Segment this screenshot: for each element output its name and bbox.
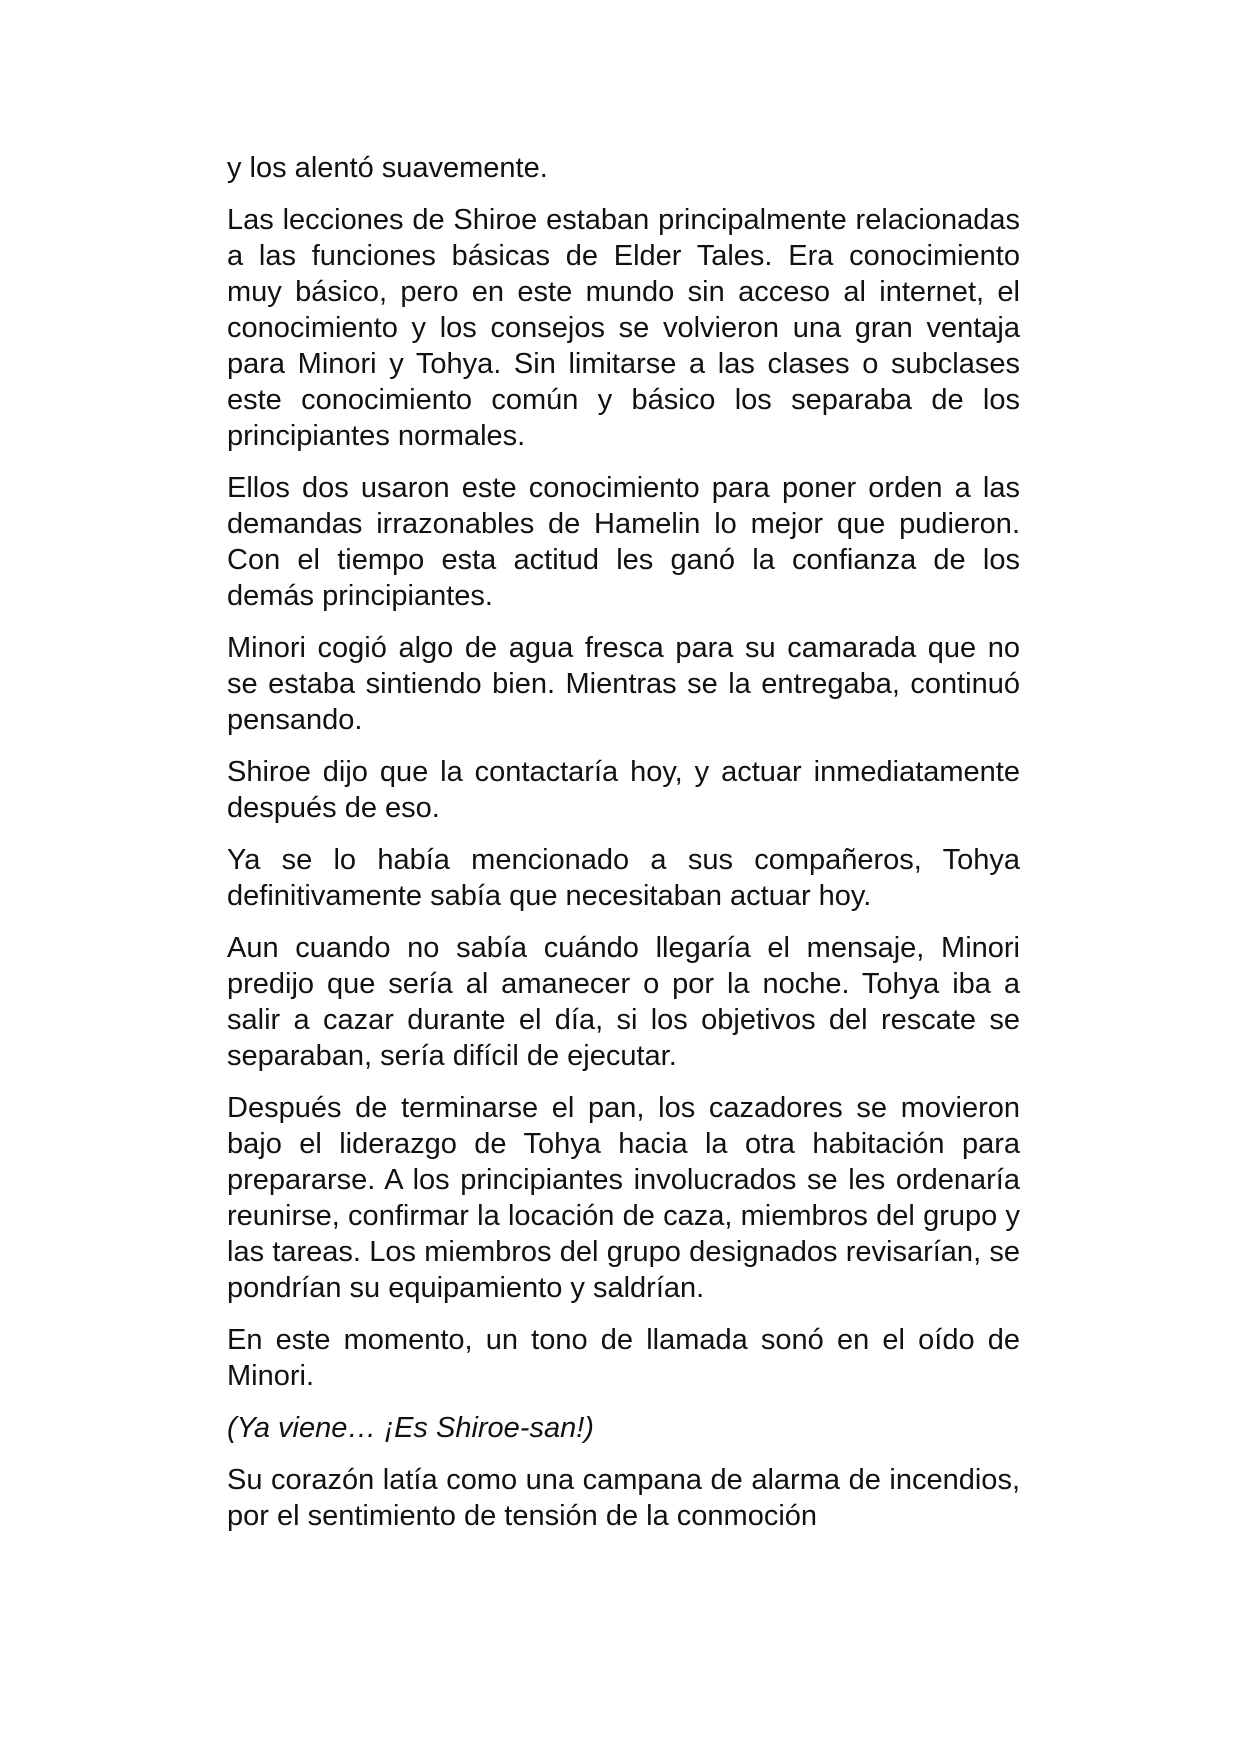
paragraph: Shiroe dijo que la contactaría hoy, y actuar inmediatamente después de eso. <box>227 756 1020 824</box>
thought-paragraph: (Ya viene… ¡Es Shiroe-san!) <box>227 1412 594 1444</box>
paragraph: Después de terminarse el pan, los cazadores se movieron bajo el liderazgo de Tohya hacia la otra habitación para prepararse. A los principiantes involucrados se les ordenaría reunirse, confirmar la locación de caza, miembros del grupo y las tareas. Los miembros del grupo designados revisarían, se pondrían su equipamiento y saldrían. <box>227 1092 1020 1304</box>
paragraph: Minori cogió algo de agua fresca para su camarada que no se estaba sintiendo bien. Mientras se la entregaba, continuó pensando. <box>227 632 1020 736</box>
paragraph: Las lecciones de Shiroe estaban principalmente relacionadas a las funciones básicas de Elder Tales. Era conocimiento muy básico, pero en este mundo sin acceso al internet, el conocimiento y los consejos se volvieron una gran ventaja para Minori y Tohya. Sin limitarse a las clases o subclases este conocimiento común y básico los separaba de los principiantes normales. <box>227 204 1020 452</box>
paragraph: y los alentó suavemente. <box>227 152 548 184</box>
paragraph: Aun cuando no sabía cuándo llegaría el mensaje, Minori predijo que sería al amanecer o por la noche. Tohya iba a salir a cazar durante el día, si los objetivos del rescate se separaban, sería difícil de ejecutar. <box>227 932 1020 1072</box>
paragraph: Su corazón latía como una campana de alarma de incendios, por el sentimiento de tensión de la conmoción <box>227 1464 1020 1532</box>
body-text <box>227 150 1020 1550</box>
paragraph: Ellos dos usaron este conocimiento para poner orden a las demandas irrazonables de Hamelin lo mejor que pudieron. Con el tiempo esta actitud les ganó la confianza de los demás principiantes. <box>227 472 1020 612</box>
paragraph: En este momento, un tono de llamada sonó en el oído de Minori. <box>227 1324 1020 1392</box>
paragraph: Ya se lo había mencionado a sus compañeros, Tohya definitivamente sabía que necesitaban actuar hoy. <box>227 844 1020 912</box>
